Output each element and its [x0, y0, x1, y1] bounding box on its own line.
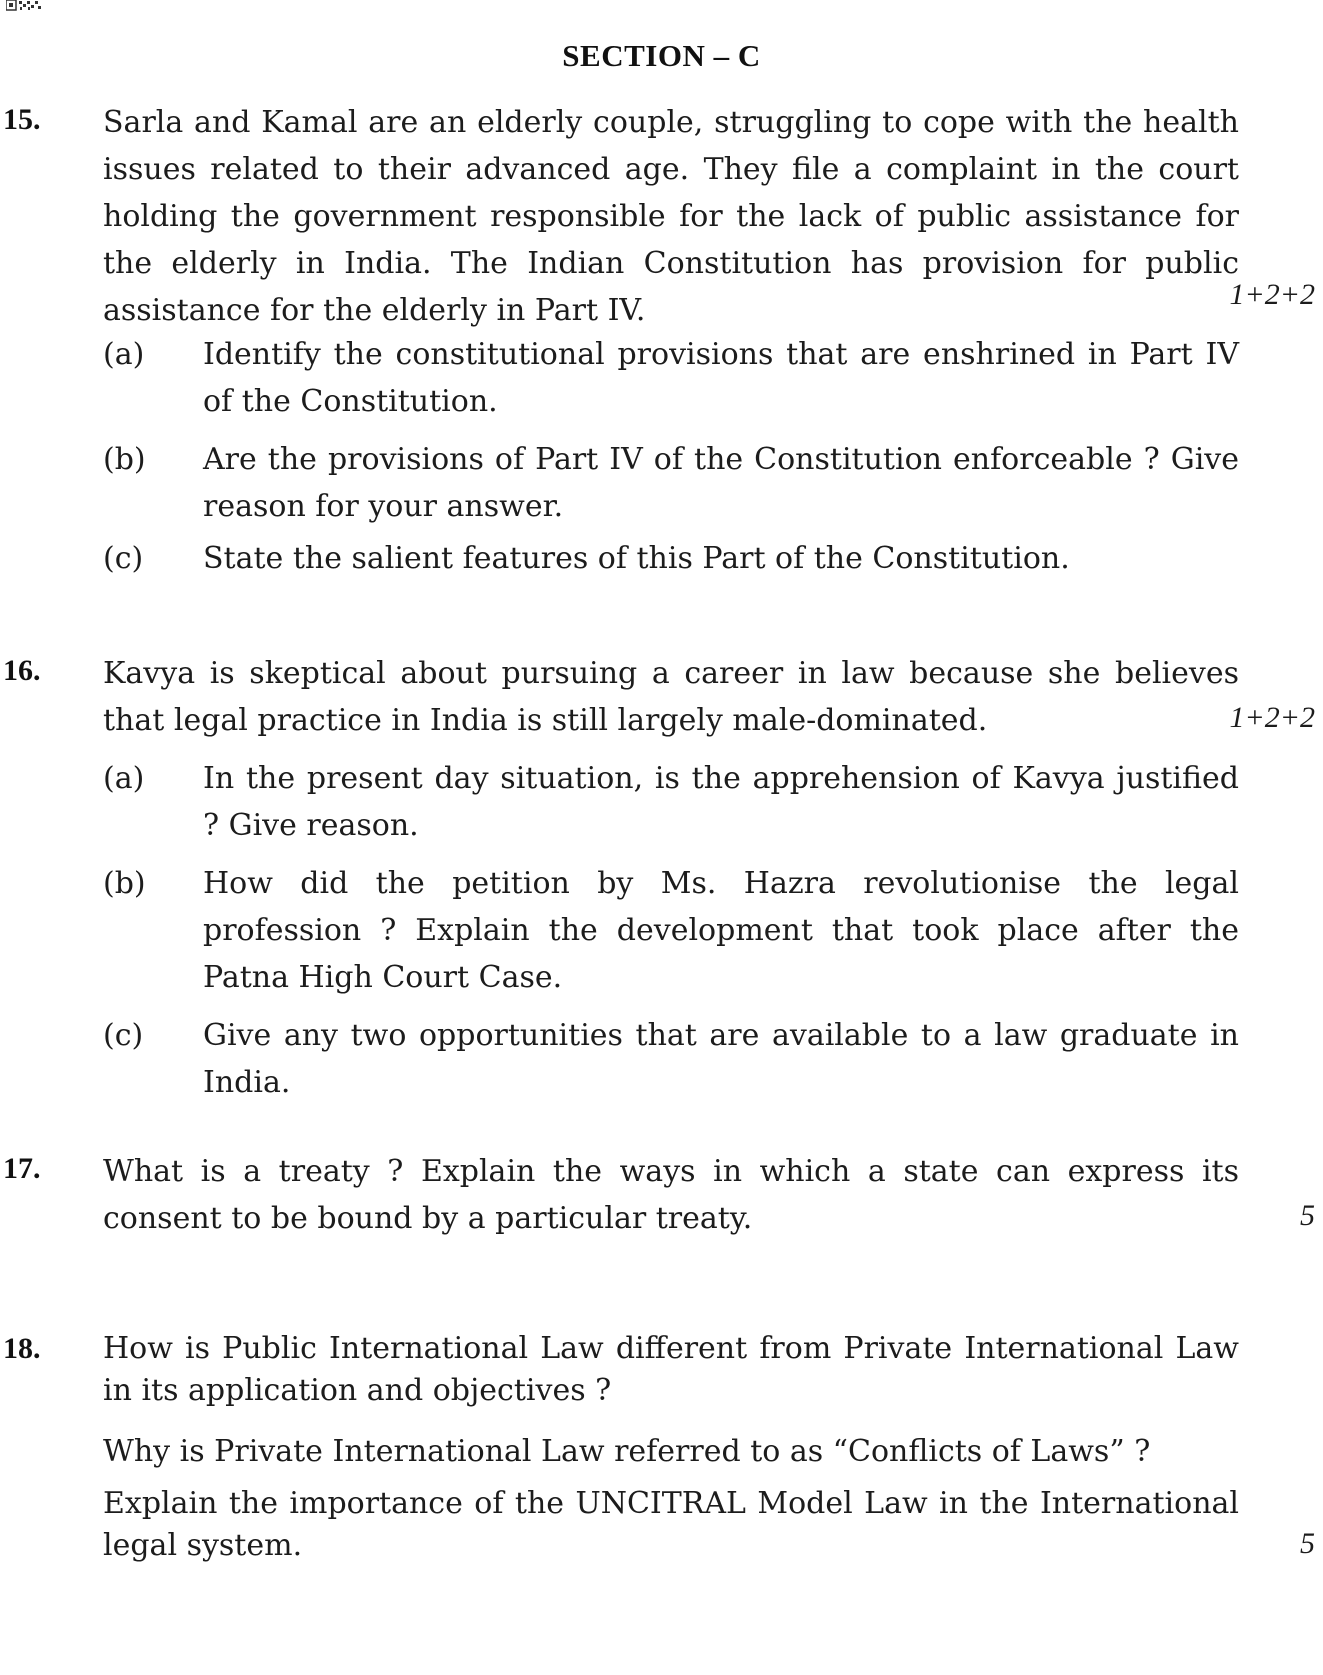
- question-marks: 5: [1300, 1527, 1315, 1560]
- sub-question-text: How did the petition by Ms. Hazra revolutionise the legal profession ? Explain the development that took place after the Patna High Court Case.: [203, 866, 1239, 995]
- sub-question-label: (c): [103, 541, 144, 576]
- section-title: SECTION – C: [562, 38, 761, 73]
- question-marks: 5: [1300, 1199, 1315, 1232]
- question-number: 18.: [3, 1332, 41, 1365]
- sub-question-text: State the salient features of this Part of the Constitution.: [203, 541, 1070, 576]
- question-marks: 1+2+2: [1229, 278, 1315, 311]
- sub-question-text: Are the provisions of Part IV of the Constitution enforceable ? Give reason for your answer.: [203, 442, 1239, 524]
- question-number: 16.: [3, 654, 41, 687]
- question-paragraph: Why is Private International Law referred to as “Conflicts of Laws” ?: [103, 1434, 1151, 1469]
- sub-question-text: Identify the constitutional provisions that are enshrined in Part IV of the Constitution.: [203, 337, 1239, 419]
- sub-question-text: In the present day situation, is the apprehension of Kavya justified ? Give reason.: [203, 761, 1239, 843]
- question-marks: 1+2+2: [1229, 701, 1315, 734]
- question-paragraph: Explain the importance of the UNCITRAL Model Law in the International legal system.: [103, 1486, 1239, 1563]
- question-number: 17.: [3, 1152, 41, 1185]
- sub-question-label: (a): [103, 761, 145, 796]
- sub-question-label: (a): [103, 337, 145, 372]
- question-text: Sarla and Kamal are an elderly couple, struggling to cope with the health issues related to their advanced age. They file a complaint in the court holding the government responsible for the lack of public assistance for the elderly in India. The Indian Constitution has provision for public assistance for the elderly in Part IV.: [103, 105, 1239, 328]
- question-text: Kavya is skeptical about pursuing a career in law because she believes that legal practice in India is still largely male-dominated.: [103, 656, 1239, 738]
- question-paragraph: How is Public International Law different from Private International Law in its application and objectives ?: [103, 1331, 1239, 1408]
- sub-question-label: (c): [103, 1018, 144, 1053]
- sub-question-text: Give any two opportunities that are available to a law graduate in India.: [203, 1018, 1239, 1100]
- sub-question-label: (b): [103, 866, 146, 901]
- question-text: What is a treaty ? Explain the ways in which a state can express its consent to be bound by a particular treaty.: [103, 1154, 1239, 1236]
- sub-question-label: (b): [103, 442, 146, 477]
- qr-code-icon: [6, 0, 42, 12]
- question-number: 15.: [3, 103, 41, 136]
